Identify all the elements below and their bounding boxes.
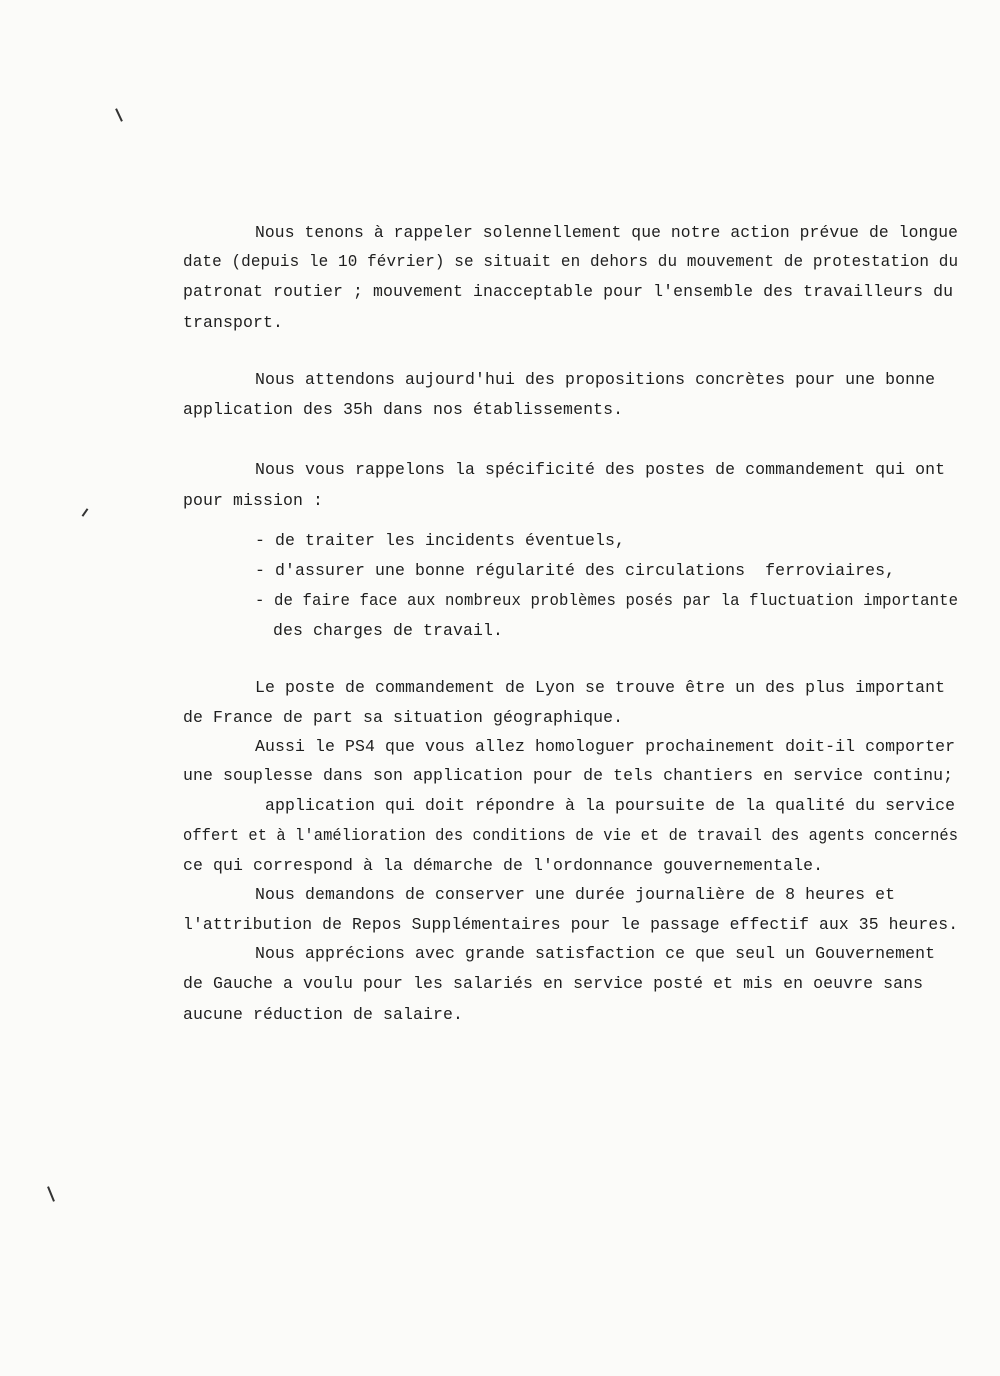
- paragraph-line: patronat routier ; mouvement inacceptable pour l'ensemble des travailleurs du: [183, 282, 954, 301]
- paragraph-line: Le poste de commandement de Lyon se trouve être un des plus important: [255, 678, 946, 697]
- paragraph-line: Nous apprécions avec grande satisfaction ce que seul un Gouvernement: [255, 944, 936, 963]
- paragraph-line: ce qui correspond à la démarche de l'ordonnance gouvernementale.: [183, 856, 824, 875]
- mission-list-item: - d'assurer une bonne régularité des circulations ferroviaires,: [255, 561, 896, 580]
- paragraph-line: Aussi le PS4 que vous allez homologuer prochainement doit-il comporter: [255, 737, 956, 756]
- paragraph-line: Nous demandons de conserver une durée journalière de 8 heures et: [255, 885, 896, 904]
- paragraph-line: l'attribution de Repos Supplémentaires pour le passage effectif aux 35 heures.: [183, 915, 959, 934]
- paragraph-line: date (depuis le 10 février) se situait en dehors du mouvement de protestation du: [183, 252, 959, 271]
- paragraph-line: application qui doit répondre à la poursuite de la qualité du service: [265, 796, 956, 815]
- pen-mark: [82, 508, 89, 517]
- mission-list-item: - de faire face aux nombreux problèmes posés par la fluctuation importante: [255, 591, 959, 610]
- paragraph-line: transport.: [183, 313, 284, 332]
- paragraph-line: pour mission :: [183, 491, 324, 510]
- paragraph-line: offert et à l'amélioration des conditions de vie et de travail des agents concernés: [183, 826, 959, 845]
- paragraph-line: de Gauche a voulu pour les salariés en service posté et mis en oeuvre sans: [183, 974, 924, 993]
- paragraph-line: de France de part sa situation géographique.: [183, 708, 624, 727]
- pen-mark: [47, 1186, 55, 1202]
- paragraph-line: aucune réduction de salaire.: [183, 1005, 464, 1024]
- mission-list-item-continuation: des charges de travail.: [273, 621, 504, 640]
- mission-list-item: - de traiter les incidents éventuels,: [255, 531, 626, 550]
- pen-mark: [115, 108, 123, 122]
- paragraph-line: Nous vous rappelons la spécificité des postes de commandement qui ont: [255, 460, 946, 479]
- paragraph-line: Nous attendons aujourd'hui des propositions concrètes pour une bonne: [255, 370, 936, 389]
- paragraph-line: Nous tenons à rappeler solennellement que notre action prévue de longue: [255, 223, 959, 242]
- paragraph-line: application des 35h dans nos établissements.: [183, 400, 624, 419]
- paragraph-line: une souplesse dans son application pour de tels chantiers en service continu;: [183, 766, 954, 785]
